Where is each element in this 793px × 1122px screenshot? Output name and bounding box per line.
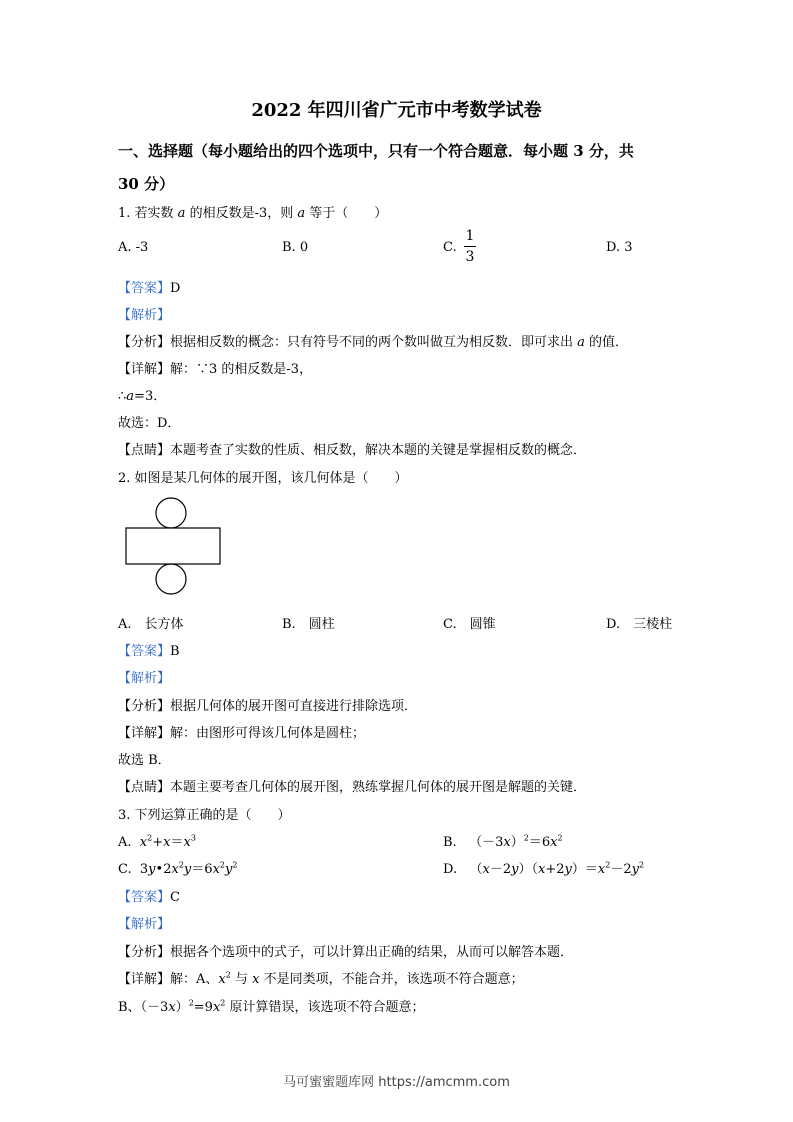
q3-option-d: D. $(x-2y)(x+2y)=x^2-2y^2$ <box>443 860 645 877</box>
q2-dianjing: 【点睛】本题主要考查几何体的展开图，熟练掌握几何体的展开图是解题的关键． <box>118 780 587 795</box>
q3-option-c: C. $3y•2x^2y=6x^2y^2$ <box>118 860 238 877</box>
q3-option-a: A. $x^2+x=x^3$ <box>118 833 196 850</box>
q3-jiexi: 【解析】 <box>118 917 171 932</box>
fraction-denominator: 3 <box>465 249 475 265</box>
page-title: 2022 年四川省广元市中考数学试卷 <box>251 100 542 121</box>
footer-watermark: 马可蜜蜜题库网 https://amcmm.com <box>283 1075 510 1090</box>
section-heading-line1: 一、选择题（每小题给出的四个选项中，只有一个符合题意．每小题 3 分，共 <box>118 142 634 160</box>
q3-detail-b: B、$(-3x)^2=9x^2$ 原计算错误，该选项不符合题意； <box>118 998 425 1015</box>
q1-option-b: B. 0 <box>282 240 309 255</box>
q2-option-b: B. 圆柱 <box>282 617 335 632</box>
bottom-circle <box>156 564 186 594</box>
q1-xiangjie: 【详解】解：∵3 的相反数是-3， <box>118 362 313 377</box>
q1-answer: 【答案】D <box>118 281 181 296</box>
fraction-bar <box>464 246 476 247</box>
section-heading-line2: 30 分） <box>118 175 175 193</box>
q2-jiexi: 【解析】 <box>118 671 171 686</box>
q2-answer: 【答案】B <box>118 644 180 659</box>
q2-option-a: A. 长方体 <box>118 617 184 632</box>
q1-fenxi: 【分析】根据相反数的概念：只有符号不同的两个数叫做互为相反数．即可求出 a 的值． <box>118 335 629 350</box>
q1-option-c-fraction <box>464 228 476 265</box>
fraction-numerator: 1 <box>465 228 475 244</box>
cylinder-net-figure <box>118 492 228 602</box>
q1-jiexi: 【解析】 <box>118 308 171 323</box>
q2-option-d: D. 三棱柱 <box>606 617 673 632</box>
q3-fenxi: 【分析】根据各个选项中的式子，可以计算出正确的结果，从而可以解答本题． <box>118 945 574 960</box>
q1-stem: 1. 若实数 a 的相反数是-3，则 a 等于（ ） <box>118 206 388 221</box>
q3-answer: 【答案】C <box>118 890 180 905</box>
side-rectangle <box>126 528 220 564</box>
q2-option-c: C. 圆锥 <box>443 617 496 632</box>
q3-xiangjie: 【详解】解：A、$x^2$ 与 x 不是同类项，不能合并，该选项不符合题意； <box>118 970 524 987</box>
top-circle <box>156 498 186 528</box>
q2-stem: 2. 如图是某几何体的展开图，该几何体是（ ） <box>118 471 408 486</box>
q1-option-d: D. 3 <box>606 240 633 255</box>
q1-option-a: A. -3 <box>118 240 149 255</box>
q2-fenxi: 【分析】根据几何体的展开图可直接进行排除选项． <box>118 699 418 714</box>
q1-dianjing: 【点睛】本题考查了实数的性质、相反数，解决本题的关键是掌握相反数的概念． <box>118 443 587 458</box>
q2-xiangjie: 【详解】解：由图形可得该几何体是圆柱； <box>118 726 366 741</box>
q1-step: ∴a=3． <box>118 389 167 404</box>
q3-option-b: B. $(-3x)^2=6x^2$ <box>443 833 563 850</box>
q2-choose: 故选 B． <box>118 753 171 768</box>
q1-choose: 故选：D． <box>118 416 181 431</box>
q3-stem: 3. 下列运算正确的是（ ） <box>118 808 291 823</box>
q1-option-c-label: C. <box>443 240 457 255</box>
